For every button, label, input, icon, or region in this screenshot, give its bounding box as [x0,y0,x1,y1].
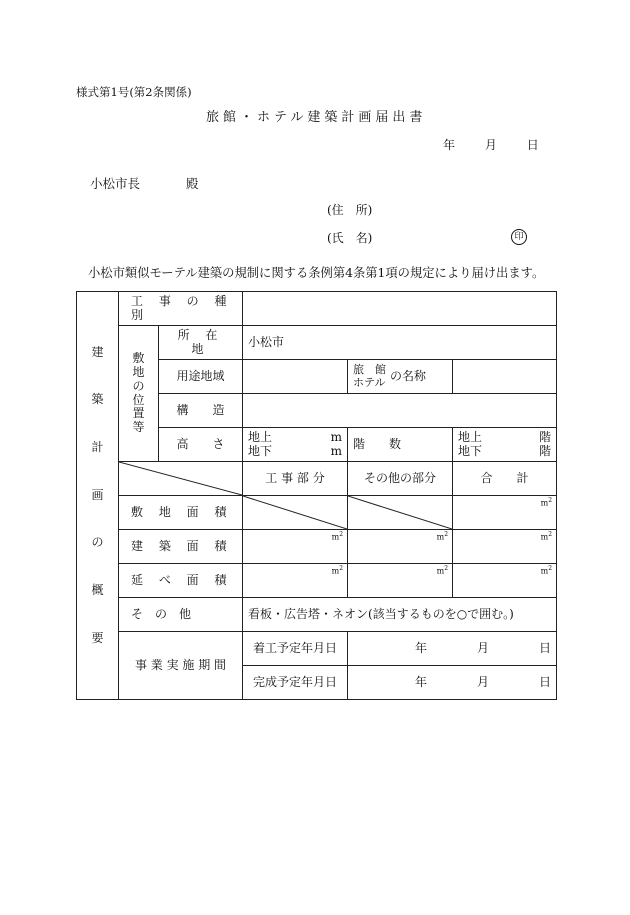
period-label: 事 業 実 施 期 間 [119,632,243,700]
date-line [443,136,539,153]
outer-vertical-label [77,292,119,700]
site-group-label [119,326,159,462]
applicant-name-label: (氏 名) [327,231,373,245]
site-area-work-cell [243,496,348,530]
finish-date-label: 完成予定年月日 [243,666,348,700]
structure-label: 構 造 [159,394,243,428]
finish-day-unit: 日 [539,674,552,689]
site-group-char: 置 [132,406,145,421]
location-label: 所 在 地 [159,326,243,360]
plan-table [76,291,557,700]
intro-statement: 小松市類似モーテル建築の規制に関する条例第4条第1項の規定により届け出ます。 [88,266,545,280]
floor-area-total-field[interactable] [453,564,557,598]
hotel-name-label-hotel: ホテル [353,375,386,389]
date-year-label: 年 [443,138,456,152]
area-unit: $m^2$ [436,531,449,542]
addressee [90,174,199,192]
start-day-unit: 日 [539,640,552,655]
area-unit: $m^2$ [540,565,553,576]
area-header-total: 合 計 [453,462,557,496]
other-label: そ の 他 [119,598,243,632]
location-field[interactable] [243,326,557,360]
site-group-char: 地 [132,364,145,379]
floors-label: 階 数 [348,428,453,462]
outer-label-char: 計 [91,439,104,454]
diagonal-line [243,496,347,529]
area-unit: $m^2$ [436,565,449,576]
floors-above-label: 地上 [458,429,483,444]
height-label: 高 さ [159,428,243,462]
outer-label-char: 画 [91,487,104,502]
floor-area-work-field[interactable] [243,564,348,598]
zoning-field[interactable] [243,360,348,394]
structure-field[interactable] [243,394,557,428]
hotel-name-label [348,360,453,394]
area-unit: $m^2$ [331,531,344,542]
floor-area-other-field[interactable] [348,564,453,598]
area-unit: $m^2$ [540,497,553,508]
area-unit: $m^2$ [540,531,553,542]
start-date-label: 着工予定年月日 [243,632,348,666]
height-above-unit: m [330,429,343,444]
hotel-name-field[interactable] [453,360,557,394]
area-unit: $m^2$ [331,565,344,576]
document-title: 旅館・ホテル建築計画届出書 [206,110,427,125]
addressee-name: 小松市長 [90,176,141,191]
location-value: 小松市 [248,334,285,349]
site-group-char: 位 [132,392,145,407]
height-below-label: 地下 [248,443,273,458]
floors-below-label: 地下 [458,443,483,458]
start-year-unit: 年 [415,640,428,655]
site-group-char: 敷 [132,351,145,366]
floor-area-label: 延 べ 面 積 [119,564,243,598]
outer-label-char: 建 [91,344,104,359]
building-area-work-field[interactable] [243,530,348,564]
building-area-label: 建 築 面 積 [119,530,243,564]
floors-field[interactable] [453,428,557,462]
work-type-label: 工 事 の 種 別 [119,292,243,326]
other-field[interactable] [243,598,557,632]
building-area-total-field[interactable] [453,530,557,564]
start-month-unit: 月 [477,640,490,655]
outer-label-char: の [91,535,104,550]
form-number-label: 様式第1号(第2条関係) [76,85,192,99]
hotel-name-label-ryokan: 旅 館 [353,362,387,376]
start-date-field[interactable] [348,632,557,666]
height-above-label: 地上 [248,429,273,444]
zoning-label: 用途地域 [159,360,243,394]
applicant-address-label: (住 所) [327,203,373,217]
building-area-other-field[interactable] [348,530,453,564]
area-header-work: 工 事 部 分 [243,462,348,496]
hotel-name-suffix: の名称 [390,368,427,383]
date-month-label: 月 [484,138,497,152]
height-field[interactable] [243,428,348,462]
site-group-char: の [132,378,145,393]
date-day-label: 日 [526,138,539,152]
other-value: 看板・広告塔・ネオン(該当するものを○で囲む。) [248,606,514,621]
finish-month-unit: 月 [477,674,490,689]
finish-year-unit: 年 [415,674,428,689]
diagonal-line [348,496,452,529]
outer-label-char: 概 [91,582,104,597]
seal-mark: 印 [511,229,527,245]
height-below-unit: m [330,443,343,458]
diagonal-line [119,462,242,495]
outer-label-char: 築 [91,392,104,407]
work-type-field[interactable] [243,292,557,326]
floors-above-unit: 階 [539,429,552,444]
site-area-other-cell [348,496,453,530]
area-header-other: その他の部分 [348,462,453,496]
site-group-char: 等 [132,420,145,435]
site-area-label: 敷 地 面 積 [119,496,243,530]
floors-below-unit: 階 [539,443,552,458]
outer-label-char: 要 [91,630,104,645]
finish-date-field[interactable] [348,666,557,700]
addressee-honorific: 殿 [186,176,199,191]
area-header-blank [119,462,243,496]
site-area-total-field[interactable] [453,496,557,530]
